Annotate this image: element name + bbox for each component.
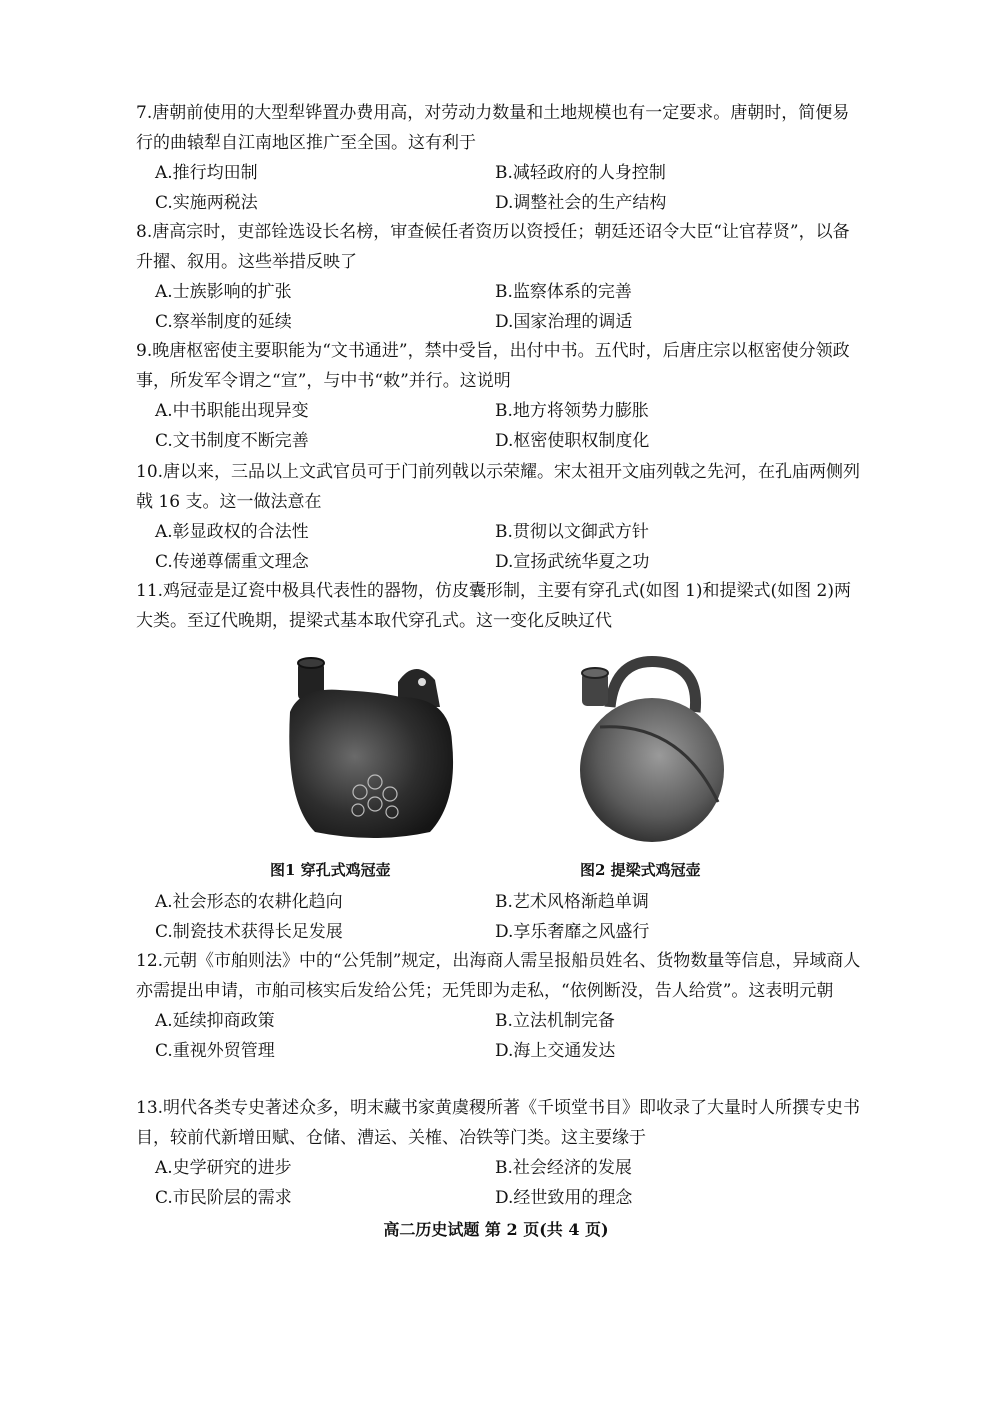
- option-c: C.文书制度不断完善: [155, 431, 309, 451]
- option-d: D.调整社会的生产结构: [495, 193, 667, 213]
- question-stem: 13.明代各类专史著述众多，明末藏书家黄虞稷所著《千顷堂书目》即收录了大量时人所撰专史书目，较前代新增田赋、仓储、漕运、关榷、冶铁等门类。这主要缘于: [136, 1098, 861, 1148]
- question-10: [136, 457, 862, 577]
- question-11: [136, 576, 862, 636]
- figure-2-caption: 图2 提梁式鸡冠壶: [580, 861, 701, 879]
- option-c: C.市民阶层的需求: [155, 1188, 292, 1208]
- option-a: A.士族影响的扩张: [155, 282, 292, 302]
- question-12: [136, 946, 862, 1066]
- question-8: [136, 217, 862, 337]
- option-a: A.推行均田制: [155, 163, 258, 183]
- question-stem: 9.晚唐枢密使主要职能为“文书通进”，禁中受旨，出付中书。五代时，后唐庄宗以枢密使分领政事，所发军令谓之“宣”，与中书“敕”并行。这说明: [136, 341, 850, 391]
- question-7: [136, 98, 862, 218]
- option-d: D.海上交通发达: [495, 1041, 616, 1061]
- options: [155, 396, 862, 456]
- option-b: B.艺术风格渐趋单调: [495, 892, 649, 912]
- option-b: B.立法机制完备: [495, 1011, 615, 1031]
- question-9: [136, 336, 862, 456]
- option-a: A.史学研究的进步: [155, 1158, 292, 1178]
- options: [155, 277, 862, 337]
- option-a: A.延续抑商政策: [155, 1011, 275, 1031]
- option-c: C.实施两税法: [155, 193, 258, 213]
- question-13: [136, 1093, 862, 1213]
- options: [155, 1153, 862, 1213]
- option-d: D.享乐奢靡之风盛行: [495, 922, 650, 942]
- page-footer: 高二历史试题 第 2 页(共 4 页): [383, 1220, 609, 1239]
- pierced-cockscomb-pot-icon: [280, 652, 460, 847]
- option-d: D.国家治理的调适: [495, 312, 633, 332]
- figure-1-caption: 图1 穿孔式鸡冠壶: [270, 861, 391, 879]
- question-stem: 11.鸡冠壶是辽瓷中极具代表性的器物，仿皮囊形制，主要有穿孔式(如图 1)和提梁式(如图 2)两大类。至辽代晚期，提梁式基本取代穿孔式。这一变化反映辽代: [136, 581, 852, 631]
- option-d: D.宣扬武统华夏之功: [495, 552, 650, 572]
- option-c: C.察举制度的延续: [155, 312, 292, 332]
- option-d: D.经世致用的理念: [495, 1188, 633, 1208]
- option-c: C.传递尊儒重文理念: [155, 552, 309, 572]
- question-11-options: [136, 887, 862, 947]
- question-stem: 8.唐高宗时，吏部铨选设长名榜，审查候任者资历以资授任；朝廷还诏令大臣“让官荐贤”，以备升擢、叙用。这些举措反映了: [136, 222, 850, 272]
- figure-2: [560, 652, 740, 847]
- options: [155, 158, 862, 218]
- option-d: D.枢密使职权制度化: [495, 431, 650, 451]
- option-b: B.贯彻以文御武方针: [495, 522, 649, 542]
- handle-cockscomb-pot-icon: [560, 652, 740, 847]
- question-stem: 12.元朝《市舶则法》中的“公凭制”规定，出海商人需呈报船员姓名、货物数量等信息，异域商人亦需提出申请，市舶司核实后发给公凭；无凭即为走私，“依例断没，告人给赏”。这表明元朝: [136, 951, 861, 1001]
- options: [155, 1006, 862, 1066]
- figure-1: [280, 652, 460, 847]
- options: [155, 887, 862, 947]
- option-b: B.减轻政府的人身控制: [495, 163, 666, 183]
- options: [155, 517, 862, 577]
- question-stem: 10.唐以来，三品以上文武官员可于门前列戟以示荣耀。宋太祖开文庙列戟之先河，在孔庙两侧列戟 16 支。这一做法意在: [136, 462, 861, 512]
- option-a: A.中书职能出现异变: [155, 401, 309, 421]
- option-a: A.彰显政权的合法性: [155, 522, 309, 542]
- option-b: B.监察体系的完善: [495, 282, 632, 302]
- question-stem: 7.唐朝前使用的大型犁铧置办费用高，对劳动力数量和土地规模也有一定要求。唐朝时，简便易行的曲辕犁自江南地区推广至全国。这有利于: [136, 103, 850, 153]
- figures: [270, 652, 750, 887]
- option-c: C.重视外贸管理: [155, 1041, 275, 1061]
- option-b: B.地方将领势力膨胀: [495, 401, 649, 421]
- option-a: A.社会形态的农耕化趋向: [155, 892, 343, 912]
- option-b: B.社会经济的发展: [495, 1158, 632, 1178]
- option-c: C.制瓷技术获得长足发展: [155, 922, 343, 942]
